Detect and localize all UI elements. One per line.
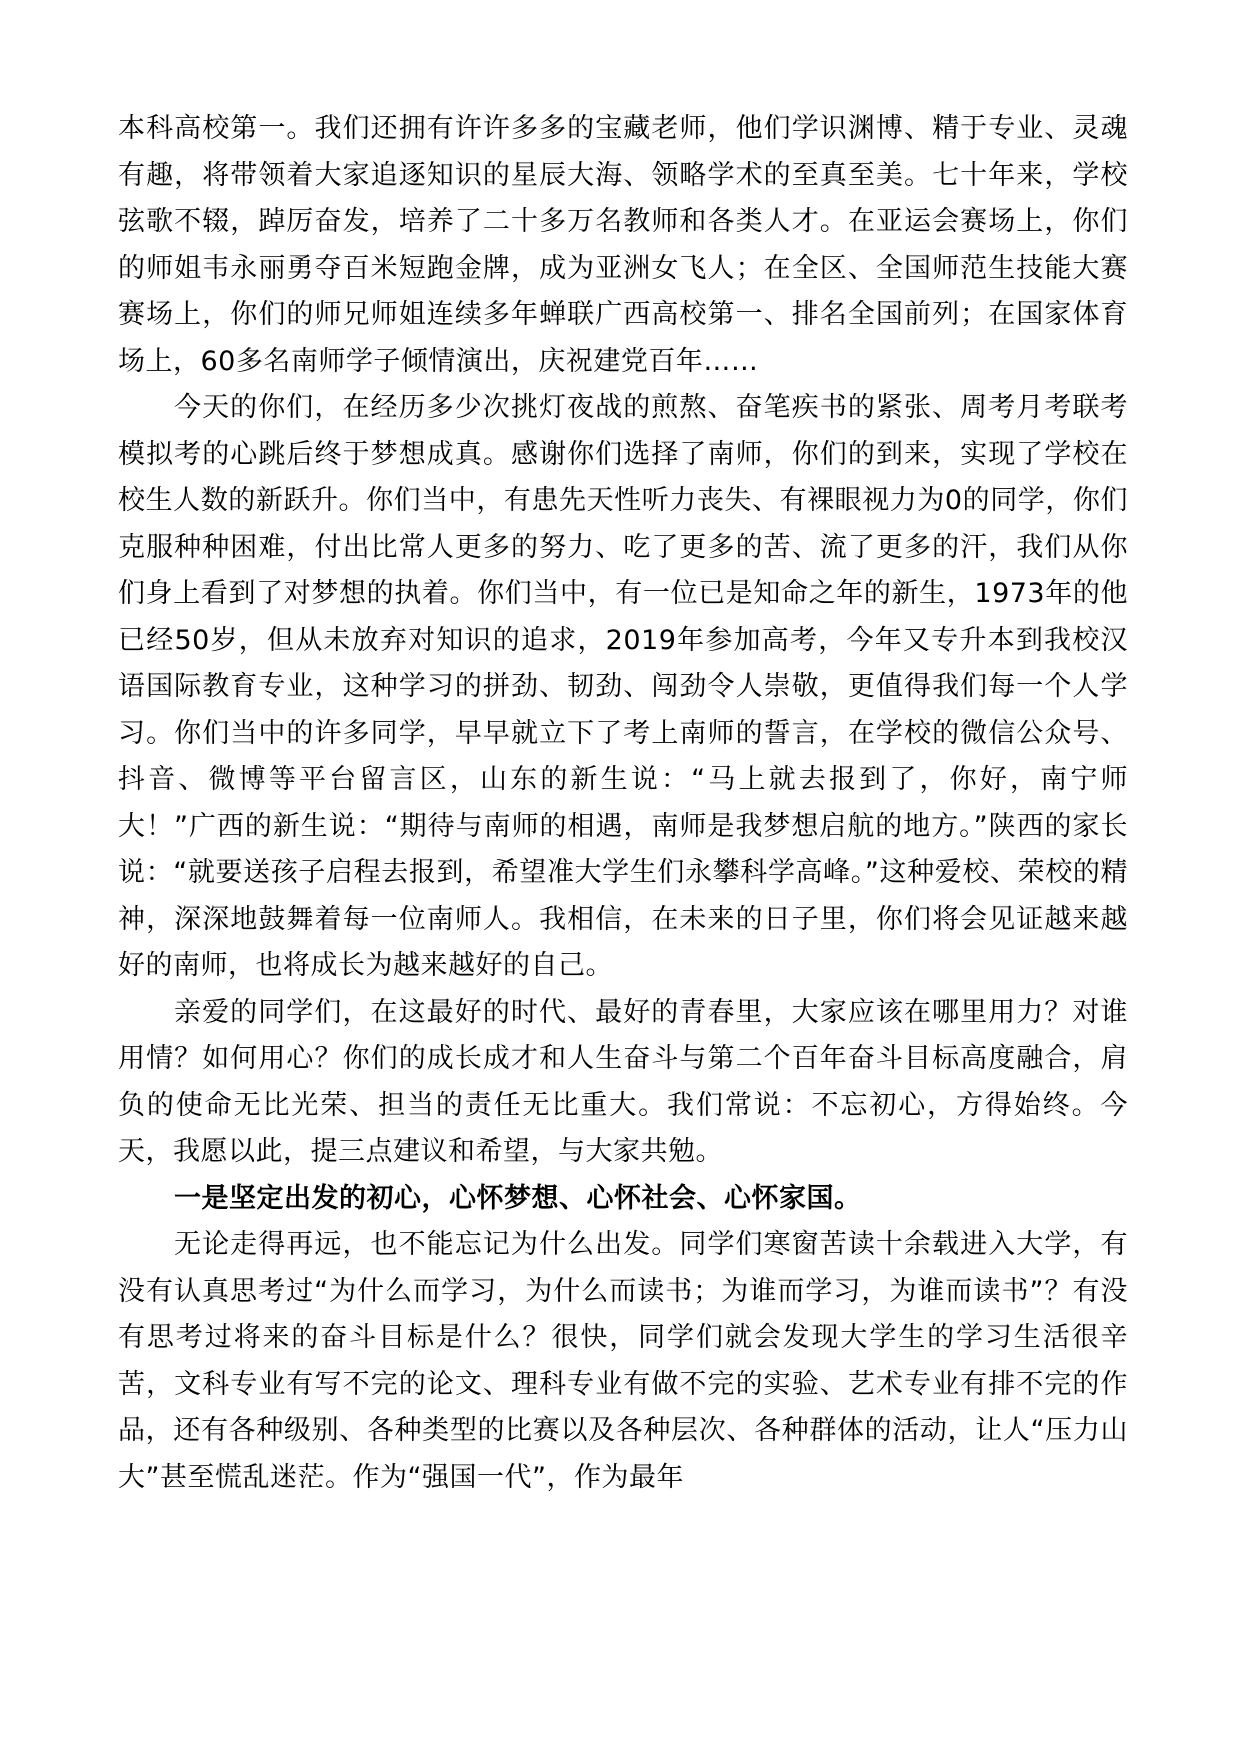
section-heading-first-suggestion: 一是坚定出发的初心，心怀梦想、心怀社会、心怀家国。 — [174, 1182, 862, 1214]
paragraph-school-achievements: 本科高校第一。我们还拥有许许多多的宝藏老师，他们学识渊博、精于专业、灵魂有趣，将带领着大家追逐知识的星辰大海、领略学术的至真至美。七十年来，学校弦歌不辍，踔厉奋发，培养了二十多万名教师和各类人才。在亚运会赛场上，你们的师姐韦永丽勇夺百米短跑金牌，成为亚洲女飞人；在全区、全国师范生技能大赛赛场上，你们的师兄师姐连续多年蝉联广西高校第一、排名全国前列；在国家体育场上，60多名南师学子倾情演出，庆祝建党百年…… — [118, 113, 1128, 377]
paragraph-new-students: 今天的你们，在经历多少次挑灯夜战的煎熬、奋笔疾书的紧张、周考月考联考模拟考的心跳后终于梦想成真。感谢你们选择了南师，你们的到来，实现了学校在校生人数的新跃升。你们当中，有患先天性听力丧失、有裸眼视力为0的同学，你们克服种种困难，付出比常人更多的努力、吃了更多的苦、流了更多的汗，我们从你们身上看到了对梦想的执着。你们当中，有一位已是知命之年的新生，1973年的他已经50岁，但从未放弃对知识的追求，2019年参加高考，今年又专升本到我校汉语国际教育专业，这种学习的拼劲、韧劲、闯劲令人崇敬，更值得我们每一个人学习。你们当中的许多同学，早早就立下了考上南师的誓言，在学校的微信公众号、抖音、微博等平台留言区，山东的新生说：“马上就去报到了，你好，南宁师大！”广西的新生说：“期待与南师的相遇，南师是我梦想启航的地方。”陕西的家长说：“就要送孩子启程去报到，希望准大学生们永攀科学高峰。”这种爱校、荣校的精神，深深地鼓舞着每一位南师人。我相信，在未来的日子里，你们将会见证越来越好的南师，也将成长为越来越好的自己。 — [118, 392, 1128, 981]
document-page — [118, 106, 1128, 1501]
paragraph-address-to-students: 亲爱的同学们，在这最好的时代、最好的青春里，大家应该在哪里用力？对谁用情？如何用心？你们的成长成才和人生奋斗与第二个百年奋斗目标高度融合，肩负的使命无比光荣、担当的责任无比重大。我们常说：不忘初心，方得始终。今天，我愿以此，提三点建议和希望，与大家共勉。 — [118, 996, 1128, 1167]
paragraph-original-aspiration: 无论走得再远，也不能忘记为什么出发。同学们寒窗苦读十余载进入大学，有没有认真思考过“为什么而学习，为什么而读书；为谁而学习，为谁而读书”？有没有思考过将来的奋斗目标是什么？很快，同学们就会发现大学生的学习生活很辛苦，文科专业有写不完的论文、理科专业有做不完的实验、艺术专业有排不完的作品，还有各种级别、各种类型的比赛以及各种层次、各种群体的活动，让人“压力山大”甚至慌乱迷茫。作为“强国一代”，作为最年 — [118, 1229, 1128, 1493]
